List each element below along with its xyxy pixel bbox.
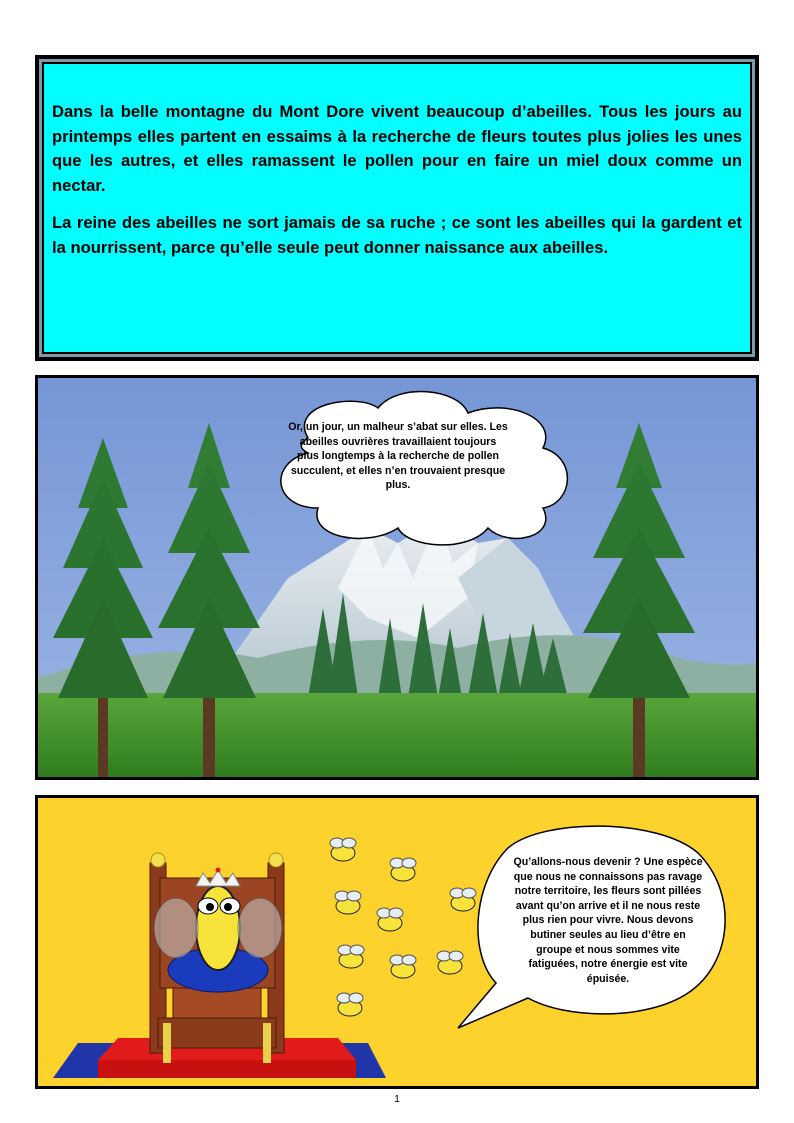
speech-caption: Qu’allons-nous devenir ? Une espèce que nous ne connaissons pas ravage notre territoire, les fleurs sont pillées avant qu’on arrive et il ne nous reste plus rien pour vivre. Nous devons butiner seules au lieu d’être en groupe et nous sommes vite fatiguées, notre énergie est vite épuisée. (513, 856, 703, 985)
narration-panel (35, 55, 759, 361)
worker-bees (330, 838, 476, 1016)
narration-frame (39, 59, 755, 357)
forest-panel (35, 375, 759, 780)
narration-paragraph-2: La reine des abeilles ne sort jamais de sa ruche ; ce sont les abeilles qui la gardent et la nourrissent, parce qu’elle seule peut donner naissance aux abeilles. (52, 213, 742, 257)
page-number: 1 (394, 1094, 400, 1105)
narration-box (42, 62, 752, 354)
queen-panel (35, 795, 759, 1089)
narration-paragraph-1: Dans la belle montagne du Mont Dore vivent beaucoup d’abeilles. Tous les jours au printemps elles partent en essaims à la recherche de fleurs toutes plus jolies les unes que les autres, et elles ramassent le pollen pour en faire un miel doux comme un nectar. (52, 102, 742, 195)
cloud-caption: Or, un jour, un malheur s’abat sur elles. Les abeilles ouvrières travaillaient toujours plus longtemps à la recherche de pollen succulent, et elles n’en trouvaient presque plus. (288, 421, 508, 492)
meadow (38, 693, 756, 777)
